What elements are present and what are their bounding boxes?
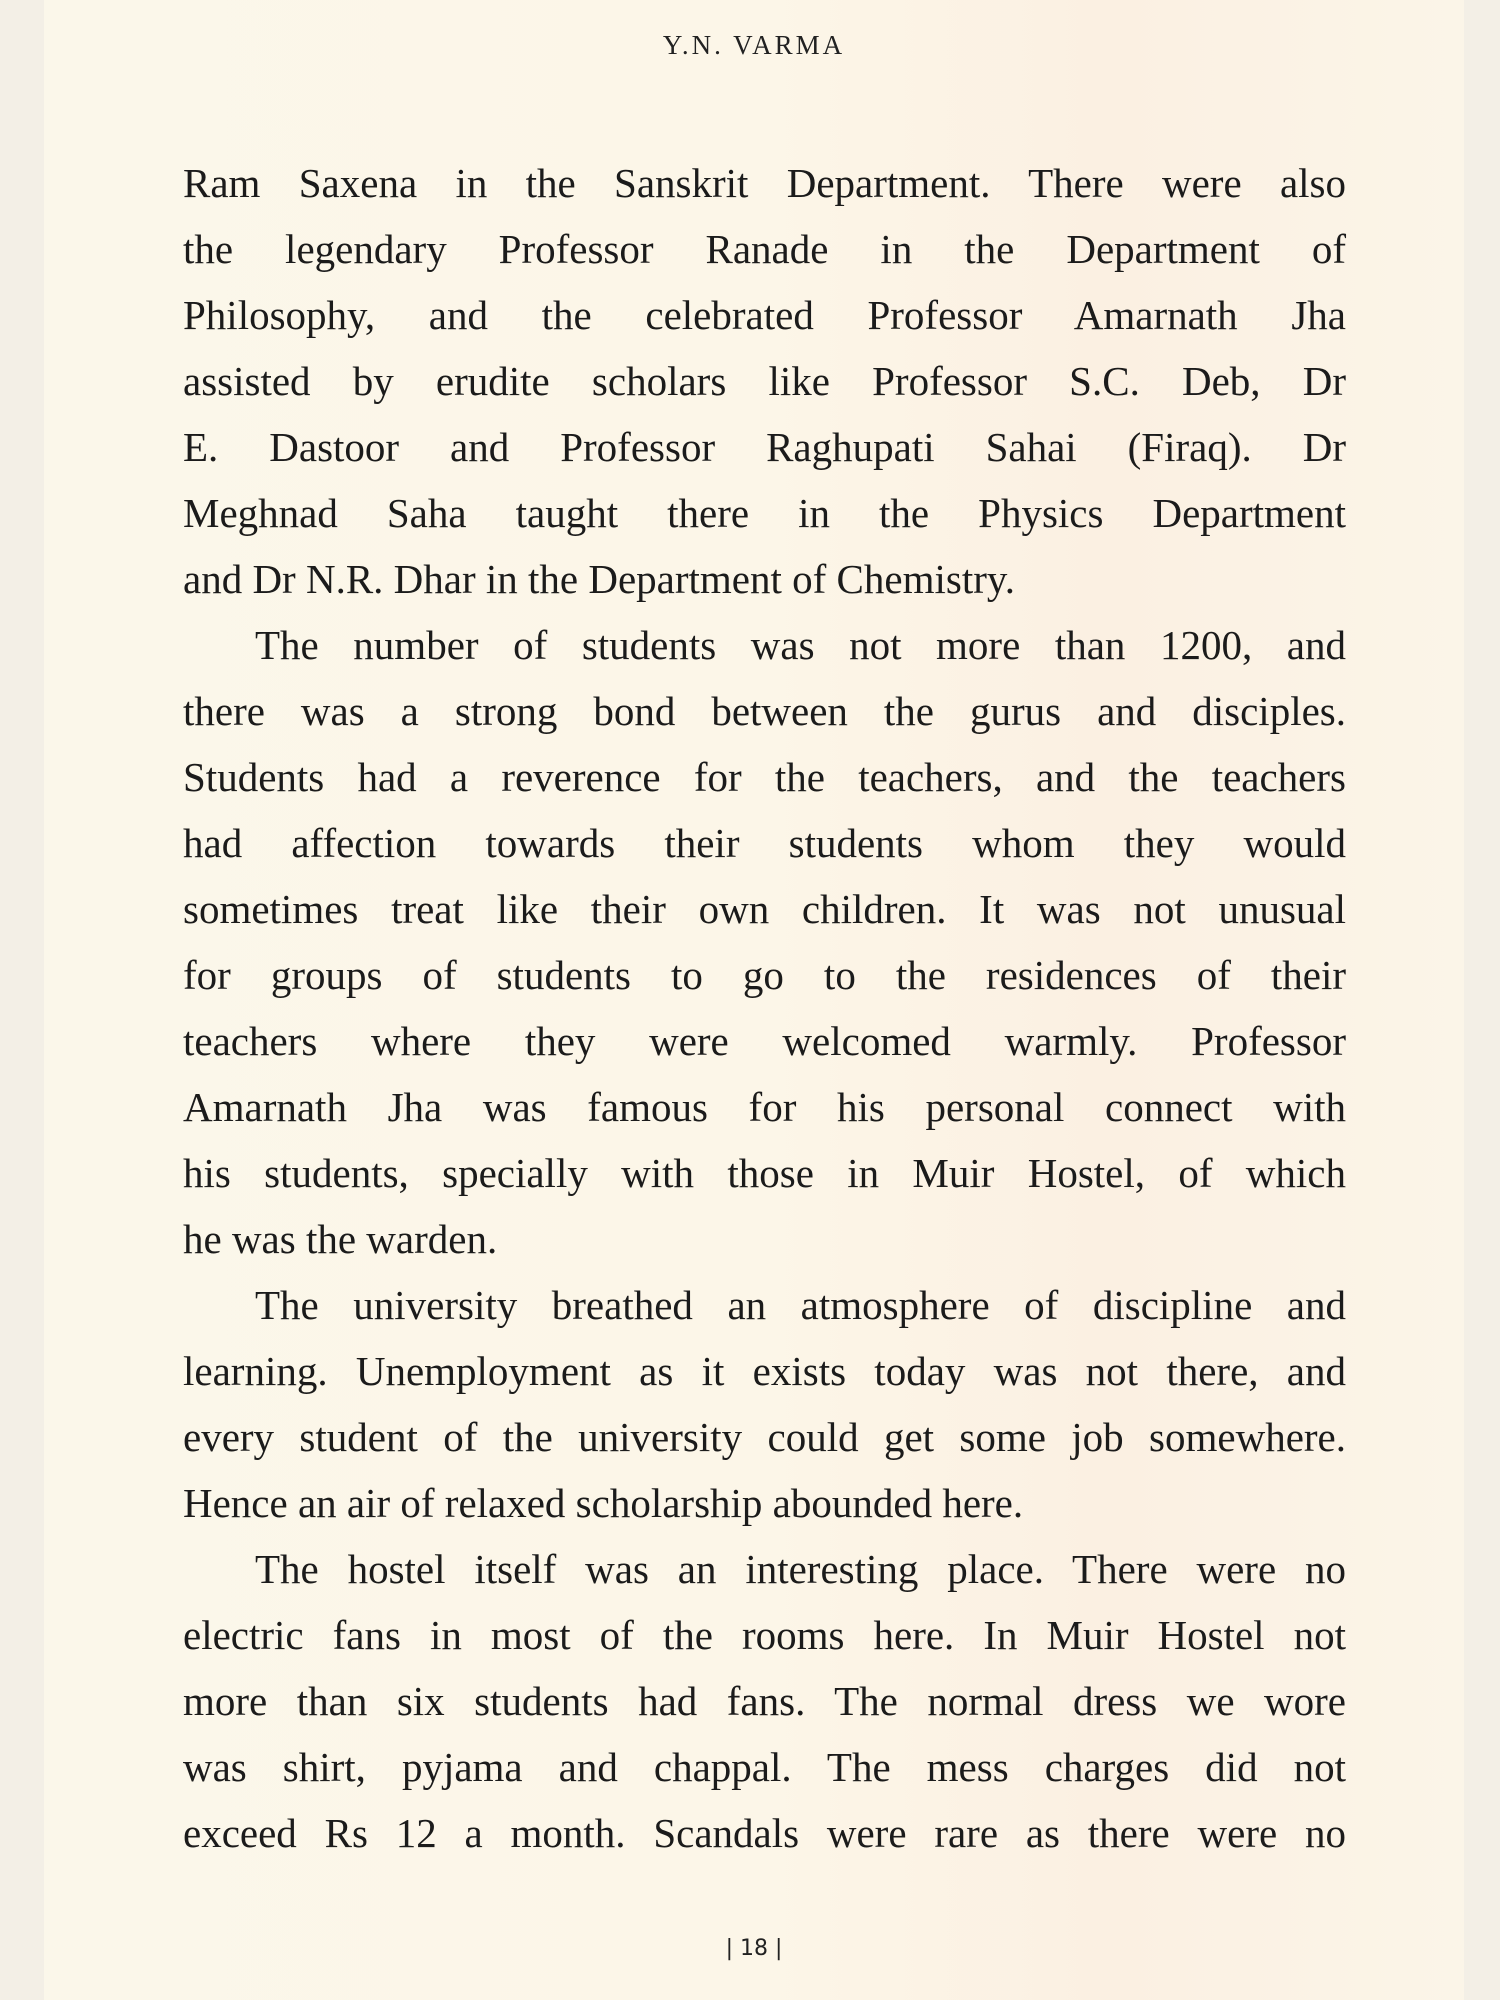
text-line: sometimes treat like their own children. It was not unusual — [183, 886, 1346, 932]
text-line: The hostel itself was an interesting place. There were no — [255, 1546, 1346, 1592]
text-line: Amarnath Jha was famous for his personal connect with — [183, 1084, 1346, 1130]
text-line: had affection towards their students whom they would — [183, 820, 1346, 866]
text-line: Philosophy, and the celebrated Professor Amarnath Jha — [183, 292, 1346, 338]
running-header: Y.N. VARMA — [662, 30, 846, 60]
text-line: learning. Unemployment as it exists today was not there, and — [183, 1348, 1346, 1394]
text-line: for groups of students to go to the residences of their — [183, 952, 1346, 998]
text-line: assisted by erudite scholars like Professor S.C. Deb, Dr — [183, 358, 1346, 404]
text-line: The university breathed an atmosphere of discipline and — [255, 1282, 1346, 1328]
text-line: Students had a reverence for the teachers, and the teachers — [183, 754, 1346, 800]
text-line: teachers where they were welcomed warmly. Professor — [183, 1018, 1346, 1064]
text-line: his students, specially with those in Muir Hostel, of which — [183, 1150, 1346, 1196]
body-text — [183, 150, 1346, 1866]
text-line: every student of the university could get some job somewhere. — [183, 1414, 1346, 1460]
text-line: and Dr N.R. Dhar in the Department of Chemistry. — [183, 556, 1015, 602]
text-line: The number of students was not more than 1200, and — [255, 622, 1346, 668]
book-page — [44, 0, 1464, 2000]
text-line: was shirt, pyjama and chappal. The mess charges did not — [183, 1744, 1346, 1790]
page-number: | 18 | — [725, 1936, 783, 1961]
text-line: E. Dastoor and Professor Raghupati Sahai (Firaq). Dr — [183, 424, 1346, 470]
text-line: the legendary Professor Ranade in the Department of — [183, 226, 1346, 272]
text-line: exceed Rs 12 a month. Scandals were rare as there were no — [183, 1810, 1346, 1856]
text-line: Ram Saxena in the Sanskrit Department. There were also — [183, 160, 1346, 206]
text-line: electric fans in most of the rooms here. In Muir Hostel not — [183, 1612, 1346, 1658]
text-line: there was a strong bond between the gurus and disciples. — [183, 688, 1346, 734]
text-line: Meghnad Saha taught there in the Physics Department — [183, 490, 1346, 536]
text-line: more than six students had fans. The normal dress we wore — [183, 1678, 1346, 1724]
text-line: Hence an air of relaxed scholarship abounded here. — [183, 1480, 1024, 1526]
text-line: he was the warden. — [183, 1216, 498, 1262]
